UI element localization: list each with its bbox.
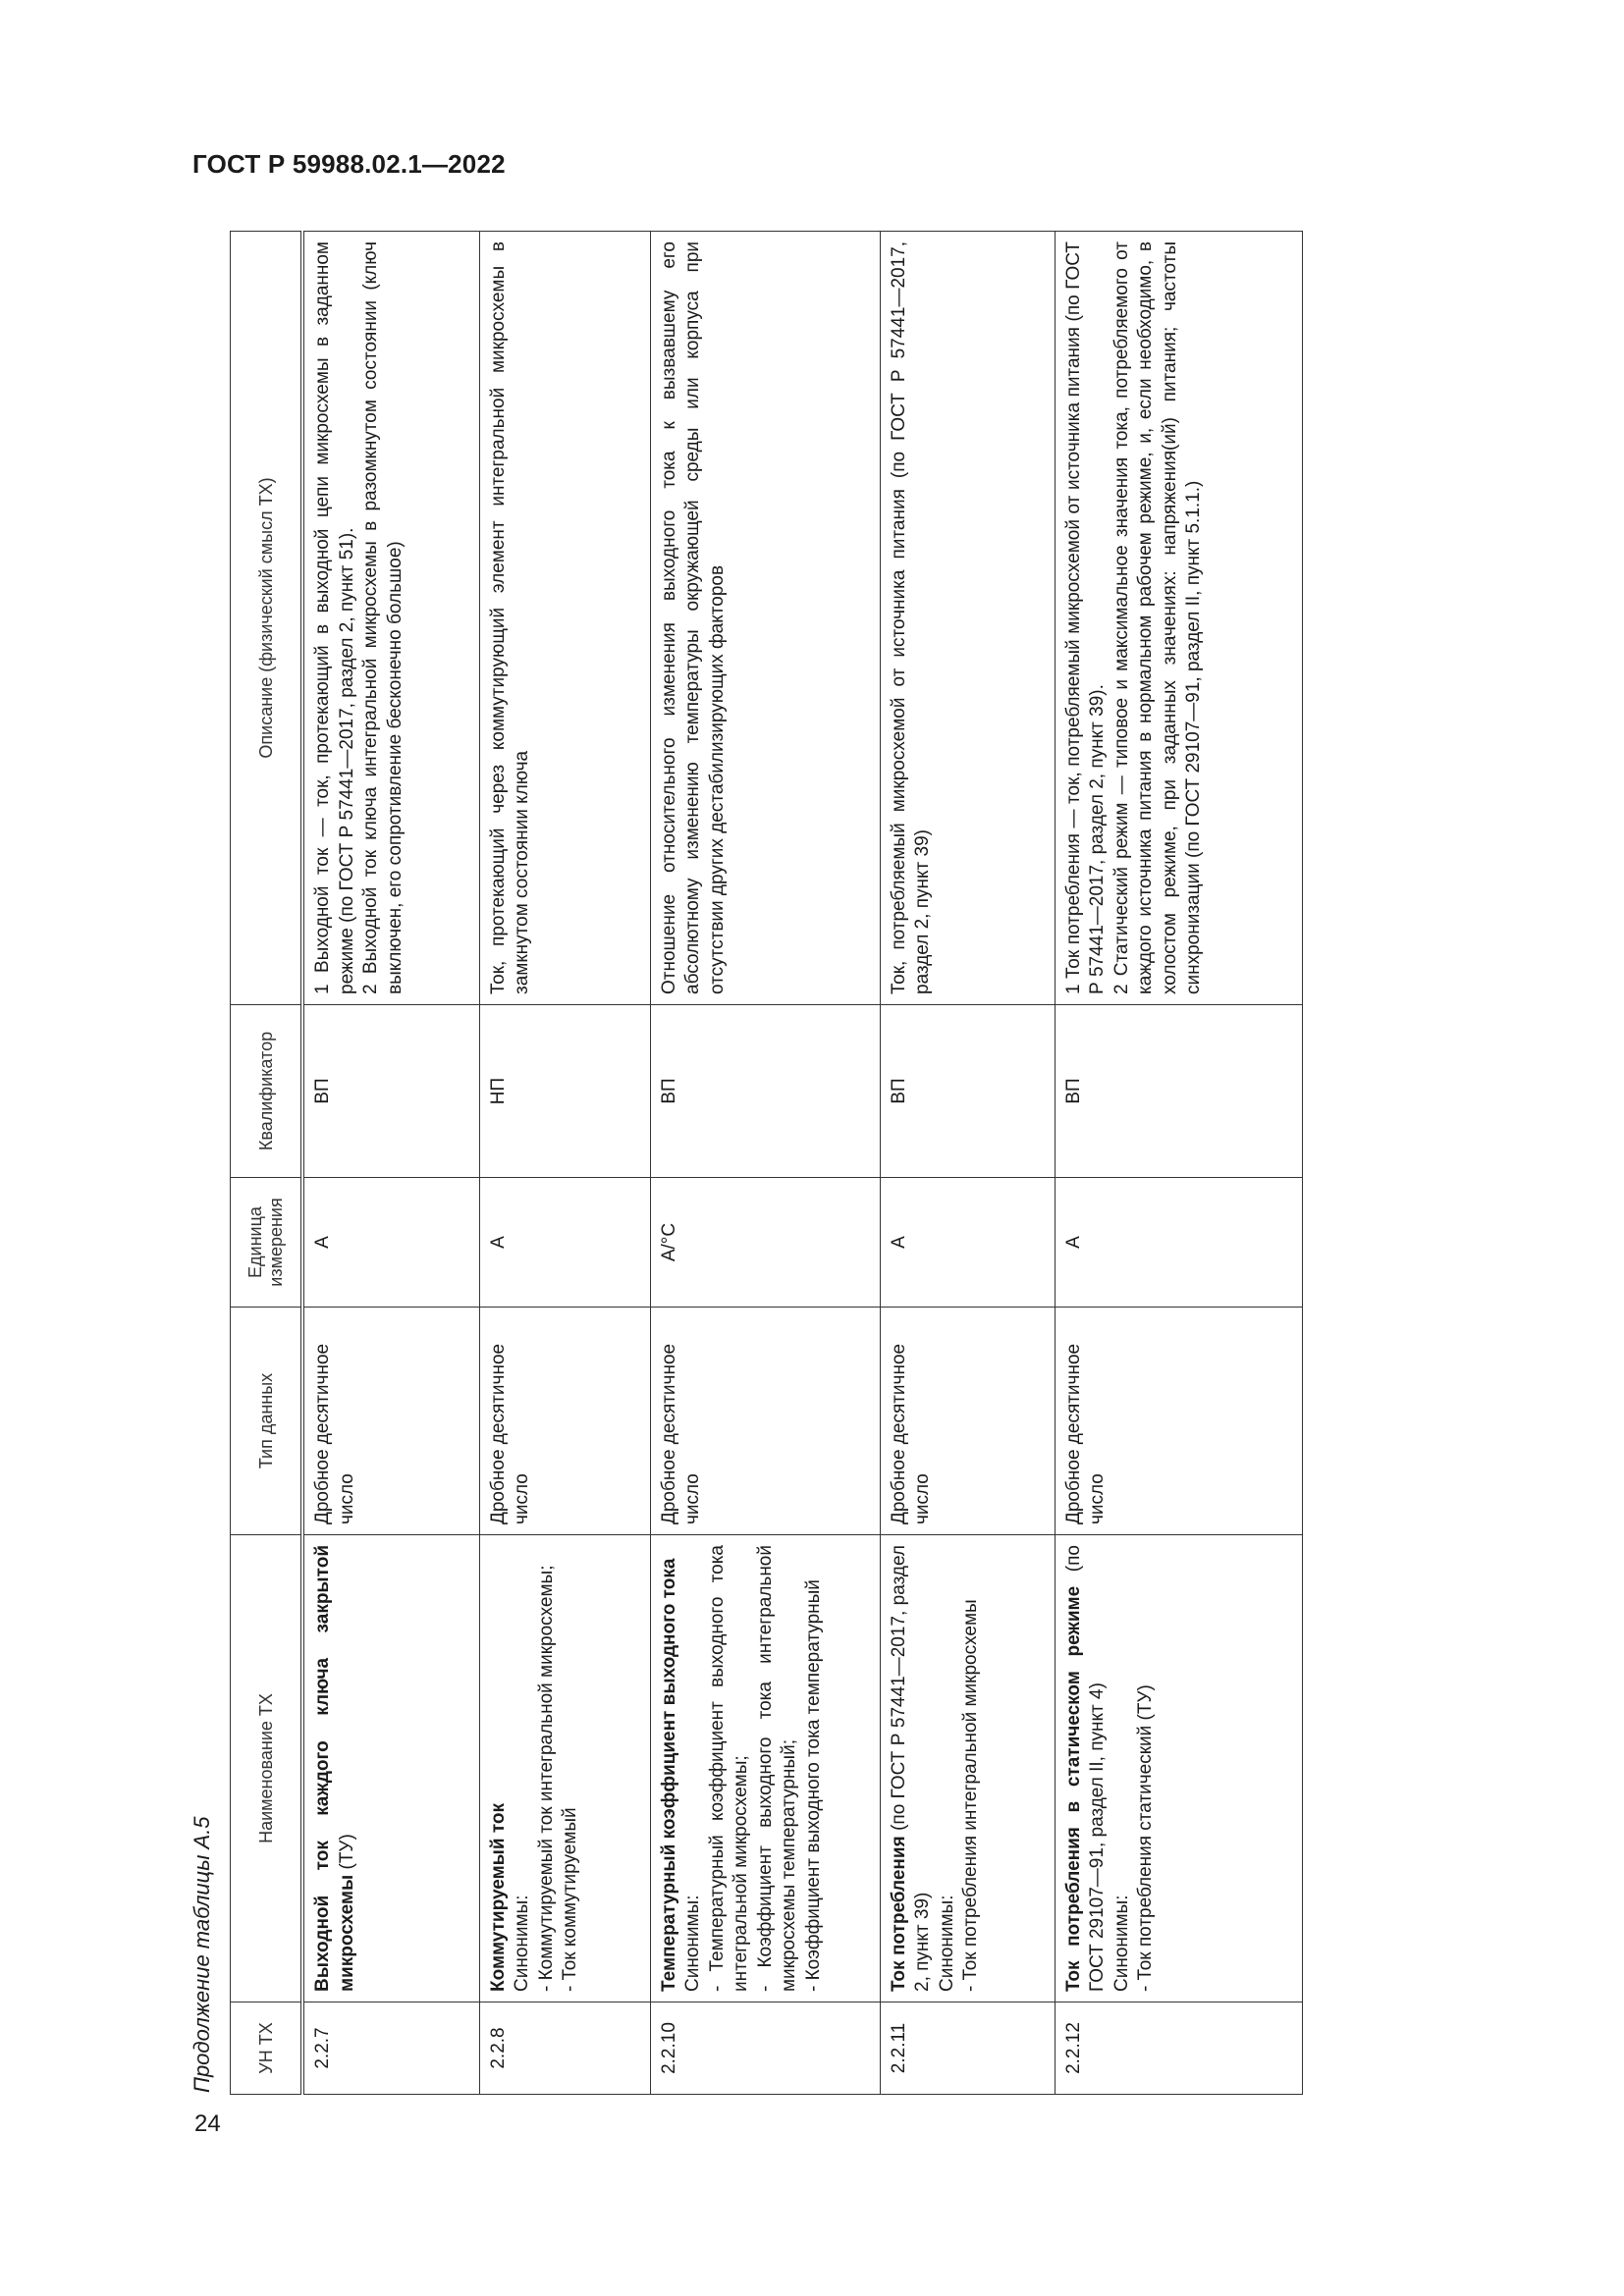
- row-name-bold: Коммутируемый ток: [487, 1803, 509, 1992]
- row-description: [880, 232, 1055, 1005]
- description-paragraph: 2 Выходной ток ключа интегральной микросхемы в разомкнутом состоянии (ключ выключен, его сопротивление бесконечно большое): [360, 241, 406, 994]
- table-row: [479, 232, 650, 2095]
- row-name-bold: Ток потребления в статическом режиме: [1062, 1585, 1084, 1992]
- page-number: 24: [194, 2110, 221, 2137]
- row-id: 2.2.10: [650, 2002, 880, 2095]
- row-id: 2.2.8: [479, 2002, 650, 2095]
- row-name: [479, 1535, 650, 2002]
- row-description: [302, 232, 479, 1005]
- table-header-row: [231, 232, 303, 2095]
- row-unit: А/°С: [650, 1178, 880, 1308]
- header-id: УН ТХ: [231, 2002, 303, 2095]
- row-qualifier: ВП: [650, 1005, 880, 1178]
- table-row: [880, 232, 1055, 2095]
- description-paragraph: 1 Выходной ток — ток, протекающий в выходной цепи микросхемы в заданном режиме (по ГОСТ Р 57441—2017, раздел 2, пункт 51).: [312, 241, 357, 994]
- row-qualifier: ВП: [302, 1005, 479, 1178]
- header-description: Описание (физический смысл ТХ): [231, 232, 303, 1005]
- landscape-content: [175, 232, 1453, 2095]
- row-description: [650, 232, 880, 1005]
- row-name: [1055, 1535, 1302, 2002]
- row-name: [650, 1535, 880, 2002]
- rotated-table-area: [175, 232, 1453, 2095]
- characteristics-table: [230, 231, 1303, 2095]
- header-unit: Единица измерения: [231, 1178, 303, 1308]
- row-id: 2.2.12: [1055, 2002, 1302, 2095]
- row-name-bold: Ток потребления: [888, 1836, 909, 1992]
- header-type: Тип данных: [231, 1308, 303, 1535]
- table-caption: Продолжение таблицы А.5: [189, 1816, 214, 2093]
- description-paragraph: Ток, потребляемый микросхемой от источника питания (по ГОСТ Р 57441—2017, раздел 2, пункт 39): [888, 241, 933, 994]
- row-qualifier: НП: [479, 1005, 650, 1178]
- synonym-item: - Коэффициент выходного тока интегральной микросхемы температурный;: [754, 1545, 799, 1992]
- row-name-bold: Выходной ток каждого ключа закрытой микросхемы: [312, 1545, 357, 1992]
- row-unit: А: [1055, 1178, 1302, 1308]
- description-paragraph: Отношение относительного изменения выходного тока к вызвавшему его абсолютному изменению температуры окружающей среды или корпуса при отсутствии других дестабилизирующих факторов: [658, 241, 728, 994]
- row-name-rest: (по ГОСТ Р 57441—2017, раздел 2, пункт 39): [888, 1545, 933, 1992]
- synonym-item: - Коммутируемый ток интегральной микросхемы;: [535, 1565, 557, 1992]
- row-type: Дробное десятичное число: [650, 1308, 880, 1535]
- row-name: [880, 1535, 1055, 2002]
- row-id: 2.2.11: [880, 2002, 1055, 2095]
- synonyms-label: Синонимы:: [512, 1895, 532, 1992]
- description-paragraph: 2 Статический режим — типовое и максимальное значения тока, потребляемого от каждого источника питания в нормальном рабочем режиме, и, если необходимо, в холостом режиме, при заданных значениях: напряжения(ий) питания; частоты синхронизации (по ГОСТ 29107—91, раздел II, пункт 5.1.1.): [1110, 241, 1204, 994]
- row-description: [1055, 232, 1302, 1005]
- row-name-line: [1062, 1545, 1110, 1992]
- table-row: [302, 232, 479, 2095]
- synonym-item: - Температурный коэффициент выходного тока интегральной микросхемы;: [706, 1545, 751, 1992]
- synonyms-label: Синонимы:: [936, 1895, 957, 1992]
- synonym-item: - Ток потребления интегральной микросхемы: [960, 1599, 981, 1992]
- row-id: 2.2.7: [302, 2002, 479, 2095]
- description-paragraph: Ток, протекающий через коммутирующий элемент интегральной микросхемы в замкнутом состоянии ключа: [487, 241, 532, 994]
- table-row: [1055, 232, 1302, 2095]
- row-unit: А: [302, 1178, 479, 1308]
- header-qualifier: Квалификатор: [231, 1005, 303, 1178]
- synonym-item: - Ток потребления статический (ТУ): [1135, 1684, 1156, 1992]
- row-type: Дробное десятичное число: [1055, 1308, 1302, 1535]
- row-description: [479, 232, 650, 1005]
- synonym-item: - Ток коммутируемый: [560, 1807, 580, 1992]
- row-type: Дробное десятичное число: [302, 1308, 479, 1535]
- synonym-item: - Коэффициент выходного тока температурный: [802, 1579, 824, 1992]
- document-title: ГОСТ Р 59988.02.1—2022: [192, 149, 506, 179]
- header-name: Наименование ТХ: [231, 1535, 303, 2002]
- description-paragraph: 1 Ток потребления — ток, потребляемый микросхемой от источника питания (по ГОСТ Р 57441—2017, раздел 2, пункт 39).: [1062, 241, 1108, 994]
- row-type: Дробное десятичное число: [479, 1308, 650, 1535]
- row-unit: А: [479, 1178, 650, 1308]
- row-name-bold: Температурный коэффициент выходного тока: [658, 1558, 679, 1992]
- row-name-rest: (по ГОСТ 29107—91, раздел II, пункт 4): [1062, 1545, 1108, 1992]
- row-type: Дробное десятичное число: [880, 1308, 1055, 1535]
- row-name-line: [888, 1545, 936, 1992]
- row-qualifier: ВП: [880, 1005, 1055, 1178]
- table-row: [650, 232, 880, 2095]
- row-qualifier: ВП: [1055, 1005, 1302, 1178]
- row-name: [302, 1535, 479, 2002]
- row-unit: А: [880, 1178, 1055, 1308]
- synonyms-label: Синонимы:: [1110, 1895, 1132, 1992]
- synonyms-label: Синонимы:: [682, 1895, 703, 1992]
- row-name-rest: (ТУ): [336, 1834, 357, 1875]
